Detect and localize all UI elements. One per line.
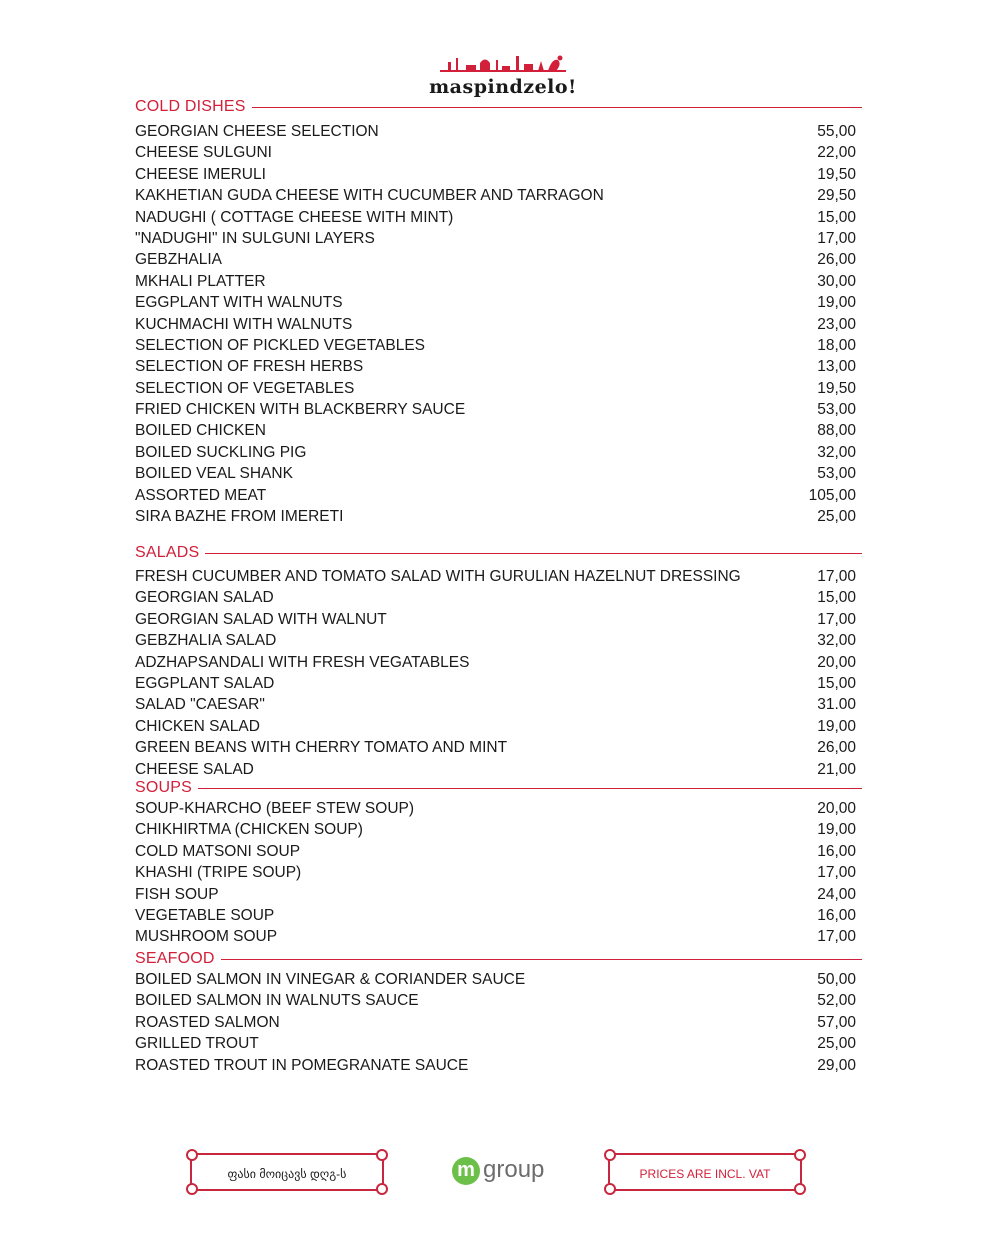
- menu-item: [135, 271, 862, 292]
- menu-item: [135, 759, 862, 780]
- menu-item: [135, 164, 862, 185]
- menu-item-price: 15,00: [817, 674, 856, 692]
- menu-item-price: 17,00: [817, 610, 856, 628]
- badge-corner: [186, 1149, 198, 1161]
- vat-note-text: ფასი მოიცავს დღგ-ს: [227, 1167, 347, 1181]
- menu-item-name: GEBZHALIA SALAD: [135, 632, 277, 650]
- menu-item-name: GEBZHALIA: [135, 251, 222, 269]
- menu-item: [135, 905, 862, 926]
- menu-item: [135, 506, 862, 527]
- menu-list: [135, 969, 862, 1076]
- menu-item-price: 16,00: [817, 906, 856, 924]
- vat-note-english: [608, 1153, 802, 1191]
- menu-item-name: BOILED CHICKEN: [135, 422, 266, 440]
- menu-item-name: CHICKEN SALAD: [135, 717, 260, 735]
- menu-item-price: 19,00: [817, 294, 856, 312]
- menu-item: [135, 228, 862, 249]
- menu-item-name: BOILED SALMON IN VINEGAR & CORIANDER SAUCE: [135, 971, 526, 988]
- menu-item: [135, 207, 862, 228]
- menu-item-name: ADZHAPSANDALI WITH FRESH VEGATABLES: [135, 653, 470, 671]
- menu-item-name: GRILLED TROUT: [135, 1035, 259, 1053]
- menu-item: [135, 841, 862, 862]
- menu-item: [135, 926, 862, 947]
- menu-item-name: BOILED SALMON IN WALNUTS SAUCE: [135, 992, 419, 1010]
- menu-item-price: 32,00: [817, 443, 856, 461]
- menu-item-price: 19,00: [817, 717, 856, 735]
- badge-corner: [604, 1183, 616, 1195]
- menu-item: [135, 716, 862, 737]
- menu-item: [135, 142, 862, 163]
- vat-note-georgian: [190, 1153, 384, 1191]
- menu-item-name: ASSORTED MEAT: [135, 486, 267, 504]
- section-soups: [135, 778, 862, 948]
- menu-item-name: SELECTION OF PICKLED VEGETABLES: [135, 336, 425, 354]
- menu-list: [135, 121, 862, 527]
- menu-item-name: GEORGIAN SALAD WITH WALNUT: [135, 610, 387, 628]
- section-divider: [135, 788, 862, 789]
- menu-item-name: BOILED SUCKLING PIG: [135, 443, 307, 461]
- section-header: [135, 949, 862, 969]
- mgroup-logo: [452, 1155, 562, 1189]
- section-title: SOUPS: [135, 778, 198, 798]
- menu-item: [135, 1055, 862, 1076]
- menu-item-name: "NADUGHI" IN SULGUNI LAYERS: [135, 229, 375, 247]
- menu-item-name: CHEESE SULGUNI: [135, 144, 272, 162]
- menu-item-name: CHIKHIRTMA (CHICKEN SOUP): [135, 821, 363, 839]
- section-title: SEAFOOD: [135, 949, 221, 969]
- menu-item-price: 22,00: [817, 144, 856, 162]
- menu-item-name: MUSHROOM SOUP: [135, 928, 278, 946]
- menu-list: [135, 798, 862, 948]
- badge-corner: [376, 1149, 388, 1161]
- menu-item-price: 25,00: [817, 508, 856, 526]
- menu-item-price: 24,00: [817, 885, 856, 903]
- menu-item: [135, 884, 862, 905]
- menu-item-price: 88,00: [817, 422, 856, 440]
- menu-item-price: 52,00: [817, 992, 856, 1010]
- menu-list: [135, 566, 862, 780]
- menu-item-name: ROASTED SALMON: [135, 1013, 280, 1031]
- brand-name: maspindzelo!: [429, 76, 577, 98]
- menu-item-name: CHEESE SALAD: [135, 760, 254, 778]
- menu-item-name: ROASTED TROUT IN POMEGRANATE SAUCE: [135, 1056, 469, 1074]
- menu-item-name: MKHALI PLATTER: [135, 272, 266, 290]
- menu-item-name: GREEN BEANS WITH CHERRY TOMATO AND MINT: [135, 739, 508, 757]
- section-header: [135, 778, 862, 798]
- menu-item: [135, 356, 862, 377]
- vat-note-text: PRICES ARE INCL. VAT: [639, 1167, 771, 1181]
- section-salads: [135, 543, 862, 780]
- city-skyline-icon: [438, 52, 568, 76]
- menu-item: [135, 990, 862, 1011]
- mgroup-logo-word: group: [483, 1156, 545, 1183]
- menu-item-price: 26,00: [817, 251, 856, 269]
- menu-item: [135, 121, 862, 142]
- menu-item: [135, 378, 862, 399]
- menu-item: [135, 969, 862, 990]
- menu-item-price: 17,00: [817, 568, 856, 585]
- section-header: [135, 97, 862, 117]
- menu-item-price: 105,00: [808, 486, 856, 504]
- menu-item: [135, 335, 862, 356]
- section-cold-dishes: [135, 97, 862, 527]
- brand-logo: [418, 52, 588, 100]
- menu-item-name: GEORGIAN SALAD: [135, 589, 274, 607]
- menu-item: [135, 630, 862, 651]
- menu-item-name: GEORGIAN CHEESE SELECTION: [135, 123, 379, 140]
- menu-item-name: EGGPLANT SALAD: [135, 674, 275, 692]
- menu-item: [135, 862, 862, 883]
- section-header: [135, 543, 862, 563]
- menu-item: [135, 673, 862, 694]
- menu-item-price: 16,00: [817, 842, 856, 860]
- menu-item-price: 55,00: [817, 123, 856, 140]
- menu-item-name: FRIED CHICKEN WITH BLACKBERRY SAUCE: [135, 401, 466, 419]
- menu-item: [135, 249, 862, 270]
- menu-item-name: VEGETABLE SOUP: [135, 906, 275, 924]
- menu-item-price: 53,00: [817, 465, 856, 483]
- badge-corner: [376, 1183, 388, 1195]
- section-divider: [135, 553, 862, 554]
- menu-item-price: 32,00: [817, 632, 856, 650]
- menu-item-price: 31.00: [817, 696, 856, 714]
- menu-item: [135, 485, 862, 506]
- menu-item: [135, 737, 862, 758]
- menu-item-price: 20,00: [817, 653, 856, 671]
- menu-item-name: KAKHETIAN GUDA CHEESE WITH CUCUMBER AND TARRAGON: [135, 187, 604, 205]
- menu-item-price: 17,00: [817, 928, 856, 946]
- menu-item: [135, 292, 862, 313]
- menu-item-price: 19,50: [817, 165, 856, 183]
- section-title: COLD DISHES: [135, 97, 252, 117]
- menu-item-price: 26,00: [817, 739, 856, 757]
- menu-item-name: SOUP-KHARCHO (BEEF STEW SOUP): [135, 800, 415, 817]
- menu-item-price: 29,00: [817, 1056, 856, 1074]
- menu-item-price: 17,00: [817, 229, 856, 247]
- menu-item-name: KUCHMACHI WITH WALNUTS: [135, 315, 353, 333]
- menu-item: [135, 1033, 862, 1054]
- section-seafood: [135, 949, 862, 1076]
- menu-item: [135, 566, 862, 587]
- menu-item-name: BOILED VEAL SHANK: [135, 465, 293, 483]
- menu-item: [135, 314, 862, 335]
- menu-item-price: 19,00: [817, 821, 856, 839]
- menu-item-name: KHASHI (TRIPE SOUP): [135, 864, 302, 882]
- menu-item: [135, 587, 862, 608]
- menu-item-price: 25,00: [817, 1035, 856, 1053]
- menu-item-name: NADUGHI ( COTTAGE CHEESE WITH MINT): [135, 208, 454, 226]
- mgroup-logo-mark: m: [452, 1157, 480, 1185]
- menu-item-price: 17,00: [817, 864, 856, 882]
- menu-item: [135, 652, 862, 673]
- menu-item-name: SALAD "CAESAR": [135, 696, 265, 714]
- menu-item: [135, 694, 862, 715]
- menu-item-price: 15,00: [817, 208, 856, 226]
- menu-item-price: 18,00: [817, 336, 856, 354]
- section-divider: [135, 959, 862, 960]
- badge-corner: [604, 1149, 616, 1161]
- menu-item-name: FRESH CUCUMBER AND TOMATO SALAD WITH GURULIAN HAZELNUT DRESSING: [135, 568, 741, 585]
- menu-item-price: 19,50: [817, 379, 856, 397]
- menu-item-name: SELECTION OF VEGETABLES: [135, 379, 355, 397]
- menu-item-price: 15,00: [817, 589, 856, 607]
- menu-item-name: COLD MATSONI SOUP: [135, 842, 301, 860]
- menu-item-price: 21,00: [817, 760, 856, 778]
- menu-item-price: 23,00: [817, 315, 856, 333]
- menu-item: [135, 819, 862, 840]
- menu-item: [135, 463, 862, 484]
- badge-corner: [794, 1149, 806, 1161]
- menu-item-price: 13,00: [817, 358, 856, 376]
- menu-item: [135, 442, 862, 463]
- menu-item-name: FISH SOUP: [135, 885, 219, 903]
- menu-item-name: SIRA BAZHE FROM IMERETI: [135, 508, 344, 526]
- menu-item: [135, 399, 862, 420]
- menu-item-name: EGGPLANT WITH WALNUTS: [135, 294, 343, 312]
- menu-item-price: 29,50: [817, 187, 856, 205]
- menu-item-price: 53,00: [817, 401, 856, 419]
- badge-corner: [186, 1183, 198, 1195]
- menu-item-name: CHEESE IMERULI: [135, 165, 266, 183]
- menu-item: [135, 420, 862, 441]
- menu-item: [135, 609, 862, 630]
- section-title: SALADS: [135, 543, 205, 563]
- menu-item: [135, 185, 862, 206]
- menu-item-price: 50,00: [817, 971, 856, 988]
- menu-item: [135, 798, 862, 819]
- menu-item: [135, 1012, 862, 1033]
- menu-item-price: 20,00: [817, 800, 856, 817]
- menu-item-price: 30,00: [817, 272, 856, 290]
- menu-item-price: 57,00: [817, 1013, 856, 1031]
- menu-item-name: SELECTION OF FRESH HERBS: [135, 358, 364, 376]
- badge-corner: [794, 1183, 806, 1195]
